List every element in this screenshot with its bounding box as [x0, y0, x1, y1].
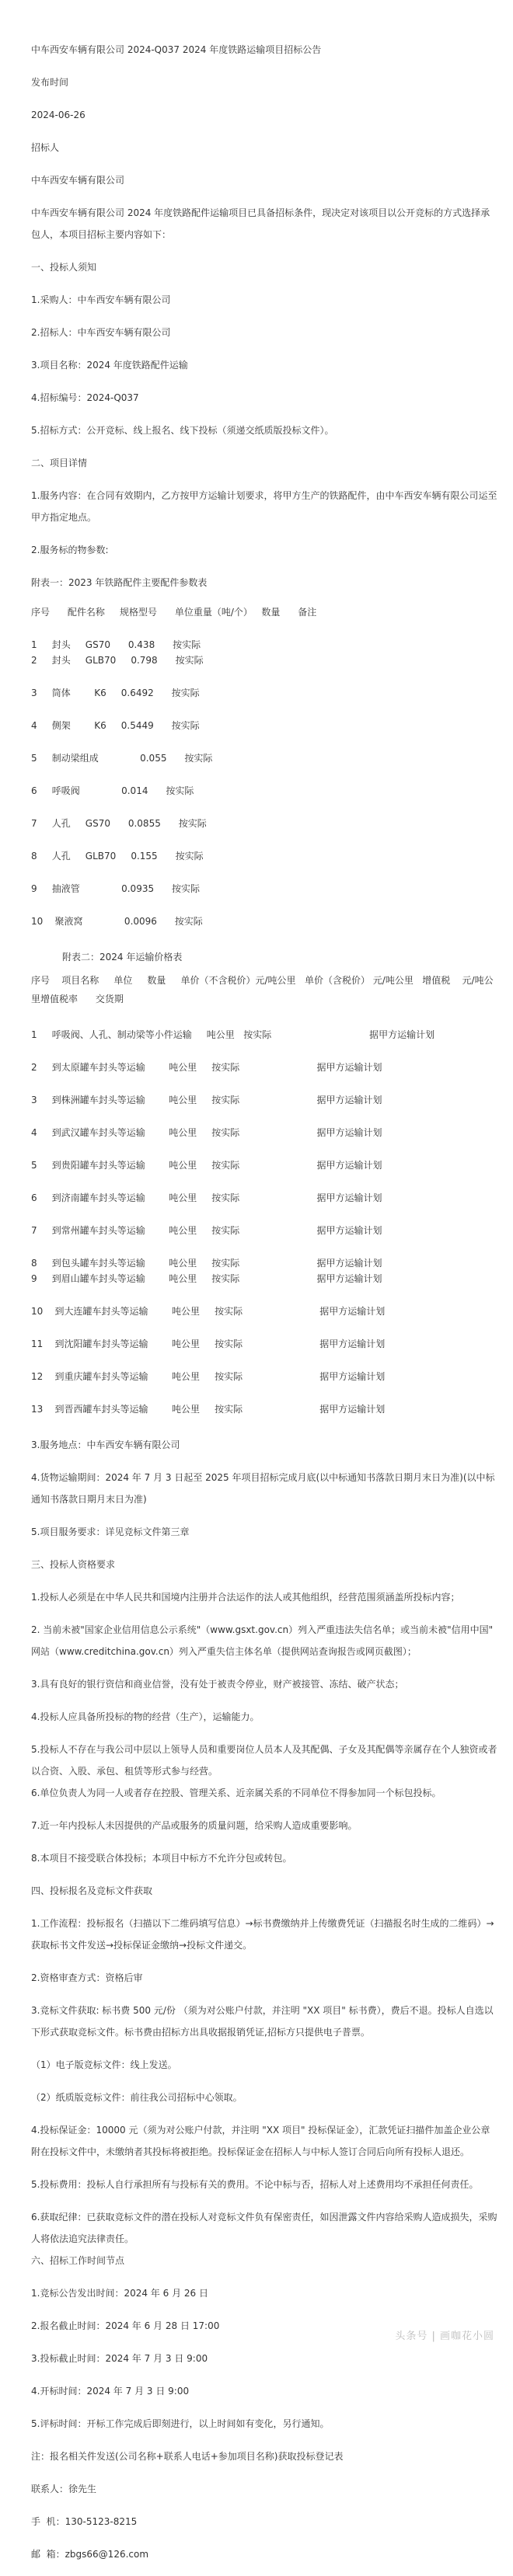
qualification-item: 8.本项目不接受联合体投标；本项目中标方不允许分包或转包。: [31, 1853, 292, 1864]
table-row: 8 到包头罐车封头等运输 吨公里 按实际 据甲方运输计划 9 到眉山罐车封头等运输 吨公里 按实际 据甲方运输计划: [31, 1258, 382, 1284]
table-row: 6 呼吸阀 0.014 按实际: [31, 785, 194, 796]
procedure-item: 1.工作流程：投标报名（扫描以下二维码填写信息）→标书费缴纳并上传缴费凭证（扫描报名时生成的二维码）→获取标书文件发送→投标保证金缴纳→投标文件递交。: [31, 1918, 494, 1951]
table-row: 8 人孔 GLB70 0.155 按实际: [31, 851, 204, 862]
params-label: 2.服务标的物参数:: [31, 545, 109, 555]
table-row: 12 到重庆罐车封头等运输 吨公里 按实际 据甲方运输计划: [31, 1371, 386, 1382]
procedure-item: 3.竞标文件获取: 标书费 500 元/份 （须为对公账户付款，并注明 "XX 项目" 标书费），费后不退。投标人自选以下形式获取竞标文件。标书费由招标方出具收据报销凭证,招标方只提供电子普票。: [31, 2005, 494, 2038]
delivery-period: 4.货物运输期间：2024 年 7 月 3 日起至 2025 年项目招标完成月底(以中标通知书落款日期月末日为准)(以中标通知书落款日期月末日为准): [31, 1472, 495, 1505]
qualification-item: 3.具有良好的银行资信和商业信誉，没有处于被责令停业，财产被接管、冻结、破产状态；: [31, 1679, 404, 1690]
procedure-item: 6.获取纪律：已获取竞标文件的潜在投标人对竞标文件负有保密责任，如因泄露文件内容给采购人造成损失，采购人将依法追究法律责任。 六、招标工作时间节点: [31, 2212, 497, 2266]
table-row: 1 封头 GS70 0.438 按实际: [31, 639, 201, 650]
table-row: 2 封头 GLB70 0.798 按实际: [31, 655, 204, 666]
procedure-item: （2）纸质版竞标文件：前往我公司招标中心领取。: [31, 2092, 243, 2103]
section-1-item: 4.招标编号：2024-Q037: [31, 392, 139, 403]
table-row: 3 到株洲罐车封头等运输 吨公里 按实际 据甲方运输计划: [31, 1095, 382, 1105]
table1-caption: 附表一：2023 年铁路配件主要配件参数表: [31, 577, 208, 588]
contact-phone: 手 机：130-5123-8215: [31, 2516, 138, 2527]
table-row: 10 聚液窝 0.0096 按实际: [31, 916, 203, 927]
procedure-item: （1）电子版竞标文件：线上发送。: [31, 2059, 177, 2070]
qualification-item: 5.投标人不存在与我公司中层以上领导人员和重要岗位人员本人及其配偶、子女及其配偶等亲属存在个人独资或者以合资、入股、承包、租赁等形式参与经营。 6.单位负责人为同一人或者存在控股、管理关系、近亲属关系的不同单位不得参加同一个标包投标。: [31, 1744, 497, 1798]
table-row: 4 侧架 K6 0.5449 按实际: [31, 720, 200, 731]
watermark: 头条号 | 画咖花小圆: [395, 2331, 494, 2342]
timeline-item: 5.评标时间：开标工作完成后即刻进行，以上时间如有变化，另行通知。: [31, 2418, 330, 2429]
table1-header: 序号 配件名称 规格型号 单位重量（吨/个） 数量 备注: [31, 607, 317, 618]
section-4-title: 四、投标报名及竞标文件获取: [31, 1885, 153, 1896]
table2-header: 序号 项目名称 单位 数量 单价（不含税价）元/吨公里 单价（含税价） 元/吨公里 增值税 元/吨公里增值税率 交货期: [31, 975, 494, 1004]
service-requirements: 5.项目服务要求：详见竞标文件第三章: [31, 1526, 190, 1537]
contact-person: 联系人：徐先生: [31, 2484, 97, 2494]
timeline-item: 4.开标时间：2024 年 7 月 3 日 9:00: [31, 2386, 190, 2397]
registration-note: 注：报名相关件发送(公司名称+联系人电话+参加项目名称)获取投标登记表: [31, 2451, 344, 2462]
publish-date: 2024-06-26: [31, 110, 86, 120]
contact-email: 邮 箱：zbgs66@126.com: [31, 2549, 149, 2560]
page-title: 中车西安车辆有限公司 2024-Q037 2024 年度铁路运输项目招标公告: [31, 44, 322, 55]
section-1-title: 一、投标人须知: [31, 262, 97, 273]
publish-label: 发布时间: [31, 77, 69, 88]
service-content: 1.服务内容：在合同有效期内，乙方按甲方运输计划要求，将甲方生产的铁路配件，由中车西安车辆有限公司运至甲方指定地点。: [31, 490, 497, 523]
procedure-item: 4.投标保证金：10000 元（须为对公账户付款，并注明 "XX 项目" 投标保证金），汇款凭证扫描件加盖企业公章附在投标文件中，未缴纳者其投标将被拒绝。投标保证金在招标人与中标人签订合同后向所有投标人退还。: [31, 2125, 490, 2157]
table1-body: [31, 637, 497, 929]
table-row: 7 人孔 GS70 0.0855 按实际: [31, 818, 207, 829]
timeline-item: 1.竞标公告发出时间：2024 年 6 月 26 日: [31, 2288, 208, 2299]
table-row: 5 到贵阳罐车封头等运输 吨公里 按实际 据甲方运输计划: [31, 1160, 382, 1171]
timeline-item: 3.投标截止时间：2024 年 7 月 3 日 9:00: [31, 2353, 208, 2364]
table-row: 5 制动梁组成 0.055 按实际: [31, 753, 213, 764]
table-row: 1 呼吸阀、人孔、制动梁等小件运输 吨公里 按实际 据甲方运输计划: [31, 1029, 435, 1040]
tenderer-name: 中车西安车辆有限公司: [31, 175, 125, 186]
tenderer-label: 招标人: [31, 142, 60, 153]
table-row: 7 到常州罐车封头等运输 吨公里 按实际 据甲方运输计划: [31, 1225, 382, 1236]
table-row: 6 到济南罐车封头等运输 吨公里 按实际 据甲方运输计划: [31, 1192, 382, 1203]
section-3-title: 三、投标人资格要求: [31, 1559, 116, 1570]
qualification-item: 7.近一年内投标人未因提供的产品或服务的质量问题，给采购人造成重要影响。: [31, 1820, 358, 1831]
procedure-item: 5.投标费用：投标人自行承担所有与投标有关的费用。不论中标与否，招标人对上述费用均不承担任何责任。: [31, 2179, 479, 2190]
qualification-item: 4.投标人应具备所投标的物的经营（生产），运输能力。: [31, 1711, 260, 1722]
section-1-item: 2.招标人：中车西安车辆有限公司: [31, 327, 171, 338]
timeline-item: 2.报名截止时间：2024 年 6 月 28 日 17:00: [31, 2320, 220, 2331]
intro-paragraph: 中车西安车辆有限公司 2024 年度铁路配件运输项目已具备招标条件，现决定对该项目以公开竞标的方式选择承包人，本项目招标主要内容如下：: [31, 207, 490, 240]
table-row: 11 到沈阳罐车封头等运输 吨公里 按实际 据甲方运输计划: [31, 1338, 386, 1349]
section-1-item: 3.项目名称：2024 年度铁路配件运输: [31, 360, 188, 371]
qualification-item: 2. 当前未被"国家企业信用信息公示系统"（www.gsxt.gov.cn）列入严重违法失信名单；或当前未被"信用中国" 网站（www.creditchina.gov.cn）列入严重失信主体名单（提供网站查询报告或网页截图）；: [31, 1624, 496, 1657]
announcement-document: [31, 39, 497, 2576]
service-location: 3.服务地点：中车西安车辆有限公司: [31, 1439, 180, 1450]
procedure-item: 2.资格审查方式：资格后审: [31, 1972, 143, 1983]
table-row: 9 抽液管 0.0935 按实际: [31, 883, 200, 894]
table-row: 13 到晋西罐车封头等运输 吨公里 按实际 据甲方运输计划: [31, 1404, 386, 1415]
section-2-title: 二、项目详情: [31, 458, 88, 468]
qualification-item: 1.投标人必须是在中华人民共和国境内注册并合法运作的法人或其他组织，经营范围须涵盖所投标内容；: [31, 1592, 460, 1603]
section-1-item: 5.招标方式：公开竞标、线上报名、线下投标（须递交纸质版投标文件）。: [31, 425, 334, 436]
table-row: 10 到大连罐车封头等运输 吨公里 按实际 据甲方运输计划: [31, 1306, 386, 1317]
section-1-item: 1.采购人：中车西安车辆有限公司: [31, 294, 171, 305]
table-row: 3 筒体 K6 0.6492 按实际: [31, 688, 200, 698]
table2-caption: 附表二：2024 年运输价格表: [62, 952, 183, 963]
table2-body: [31, 1027, 497, 1417]
table-row: 2 到太原罐车封头等运输 吨公里 按实际 据甲方运输计划: [31, 1062, 382, 1073]
table-row: 4 到武汉罐车封头等运输 吨公里 按实际 据甲方运输计划: [31, 1127, 382, 1138]
